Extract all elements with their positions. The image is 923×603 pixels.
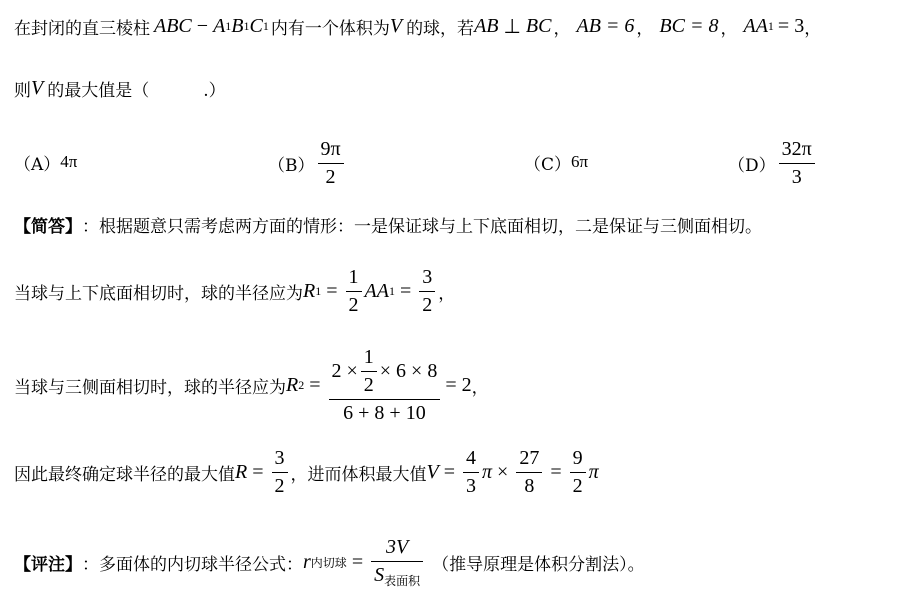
- perp-symbol: ⊥: [503, 15, 521, 38]
- ball-text: 的球，若: [406, 18, 475, 39]
- prism-top-c: C: [249, 14, 263, 37]
- conclusion-pi1: π: [482, 460, 493, 483]
- comment-colon: ：: [82, 554, 99, 575]
- sub-a1: 1: [225, 18, 232, 33]
- option-d-num: 32π: [781, 137, 812, 160]
- case1-eq: =: [326, 279, 338, 302]
- option-b-fraction: [318, 138, 344, 189]
- comment-den: [371, 562, 423, 589]
- conclusion-eq2: =: [443, 460, 455, 483]
- sep1: ，: [553, 18, 571, 39]
- case1-half: [346, 266, 362, 317]
- comment-num: 3V: [385, 535, 409, 558]
- aa-label: AA: [743, 14, 768, 37]
- conclusion-m-frac: [516, 447, 542, 498]
- comment-r-sub: 内切球: [310, 555, 347, 570]
- conclusion-r-num: 3: [274, 446, 285, 469]
- conclusion-text: 因此最终确定球半径的最大值: [14, 464, 235, 485]
- case2-numerator: [329, 346, 441, 399]
- bc-label: BC: [525, 14, 552, 37]
- option-b-num: 9π: [320, 137, 341, 160]
- answer-intro: 根据题意只需考虑两方面的情形：一是保证球与上下底面相切，二是保证与三侧面相切。: [99, 216, 762, 237]
- case2-num-half-den: 2: [363, 373, 374, 396]
- case2-r: R: [286, 373, 299, 396]
- case2-end: ，: [471, 377, 489, 398]
- prism-base: ABC: [154, 14, 192, 37]
- conclusion-res-den: 2: [572, 474, 583, 497]
- case1-r: R: [303, 279, 316, 302]
- conclusion-v: V: [426, 460, 439, 483]
- option-a-value: 4π: [60, 152, 78, 171]
- sub-c1: 1: [262, 18, 269, 33]
- prism-top-a: A: [213, 14, 226, 37]
- aa-sub: 1: [767, 18, 774, 33]
- conclusion-m-num: 27: [519, 446, 540, 469]
- answer-intro-line: [14, 208, 762, 240]
- option-a-label: （A）: [14, 154, 61, 175]
- case1-end: ，: [438, 283, 456, 304]
- case1-eq2: =: [399, 279, 412, 302]
- option-d-den: 3: [791, 165, 802, 188]
- case1-result-num: 3: [422, 265, 433, 288]
- inside-text: 内有一个体积为: [270, 18, 390, 39]
- option-d-label: （D）: [728, 155, 776, 176]
- problem-line-1: [14, 10, 821, 42]
- option-b-label: （B）: [268, 155, 315, 176]
- option-c-label: （C）: [524, 154, 572, 175]
- case2-line: [14, 338, 489, 432]
- conclusion-c-den: 3: [466, 474, 476, 497]
- answer-colon: ：: [82, 216, 99, 237]
- case1-aa: AA: [364, 279, 389, 302]
- conclusion-r: R: [235, 460, 248, 483]
- conclusion-eq3: =: [550, 460, 562, 483]
- sub-b1: 1: [243, 18, 250, 33]
- problem-lead: 在封闭的直三棱柱: [14, 18, 150, 39]
- answer-tag: 【简答】: [14, 216, 82, 237]
- line1-end: ，: [804, 18, 822, 39]
- sep3: ，: [720, 18, 738, 39]
- comment-fraction: [371, 536, 423, 589]
- option-b-den: 2: [325, 165, 336, 188]
- option-d: [728, 136, 818, 190]
- dash: −: [196, 14, 209, 37]
- ab-eq: AB = 6: [576, 14, 635, 37]
- comment-den-sub: 表面积: [384, 573, 421, 588]
- case2-fraction: [329, 346, 441, 425]
- conclusion-times: ×: [497, 460, 509, 483]
- comment-tail: （推导原理是体积分割法）。: [432, 554, 645, 575]
- option-b: [268, 136, 347, 190]
- conclusion-c-num: 4: [466, 446, 476, 469]
- case2-num-half-num: 1: [363, 345, 374, 368]
- line2-lead: 则: [14, 80, 31, 101]
- case2-num-b: × 6 × 8: [379, 359, 438, 382]
- conclusion-c-frac: [463, 447, 479, 498]
- comment-line: [14, 530, 645, 594]
- conclusion-res-num: 9: [572, 446, 583, 469]
- conclusion-pi2: π: [588, 460, 599, 483]
- case2-result: = 2: [445, 373, 472, 396]
- conclusion-m-den: 8: [524, 474, 535, 497]
- option-a: [14, 142, 77, 182]
- ab-label: AB: [474, 14, 499, 37]
- conclusion-eq: =: [252, 460, 264, 483]
- problem-line-2: [14, 72, 226, 104]
- conclusion-res-frac: [570, 447, 586, 498]
- case2-text: 当球与三侧面相切时，球的半径应为: [14, 377, 286, 398]
- case1-r-sub: 1: [315, 283, 322, 298]
- conclusion-r-frac: [272, 447, 288, 498]
- case1-aa-sub: 1: [388, 283, 395, 298]
- comment-tag: 【评注】: [14, 554, 82, 575]
- aa-value: = 3: [777, 14, 805, 37]
- case2-num-half: [361, 346, 377, 397]
- case1-half-den: 2: [348, 293, 359, 316]
- conclusion-mid: ，进而体积最大值: [290, 464, 427, 485]
- var-v: V: [389, 14, 403, 37]
- case1-line: [14, 262, 455, 320]
- bc-eq: BC = 8: [659, 14, 719, 37]
- comment-text: 多面体的内切球半径公式：: [99, 554, 303, 575]
- case1-half-num: 1: [348, 265, 359, 288]
- line2-var-v: V: [31, 76, 44, 99]
- comment-r: r: [303, 550, 311, 573]
- case2-eq: =: [309, 373, 321, 396]
- option-d-fraction: [779, 138, 815, 189]
- case1-result-den: 2: [422, 293, 433, 316]
- option-c-value: 6π: [571, 152, 589, 171]
- case2-r-sub: 2: [298, 377, 305, 392]
- comment-den-s: S: [374, 563, 385, 586]
- sep2: ，: [636, 18, 654, 39]
- case2-denominator: 6 + 8 + 10: [343, 401, 426, 424]
- case1-text: 当球与上下底面相切时，球的半径应为: [14, 283, 303, 304]
- prism-top-b: B: [231, 14, 244, 37]
- conclusion-line: [14, 443, 599, 501]
- conclusion-r-den: 2: [274, 474, 285, 497]
- case1-result: [419, 266, 435, 317]
- comment-eq: =: [351, 550, 364, 573]
- line2-tail: 的最大值是（ .）: [47, 80, 226, 101]
- case2-num-a: 2 ×: [331, 359, 358, 382]
- option-c: [524, 142, 588, 182]
